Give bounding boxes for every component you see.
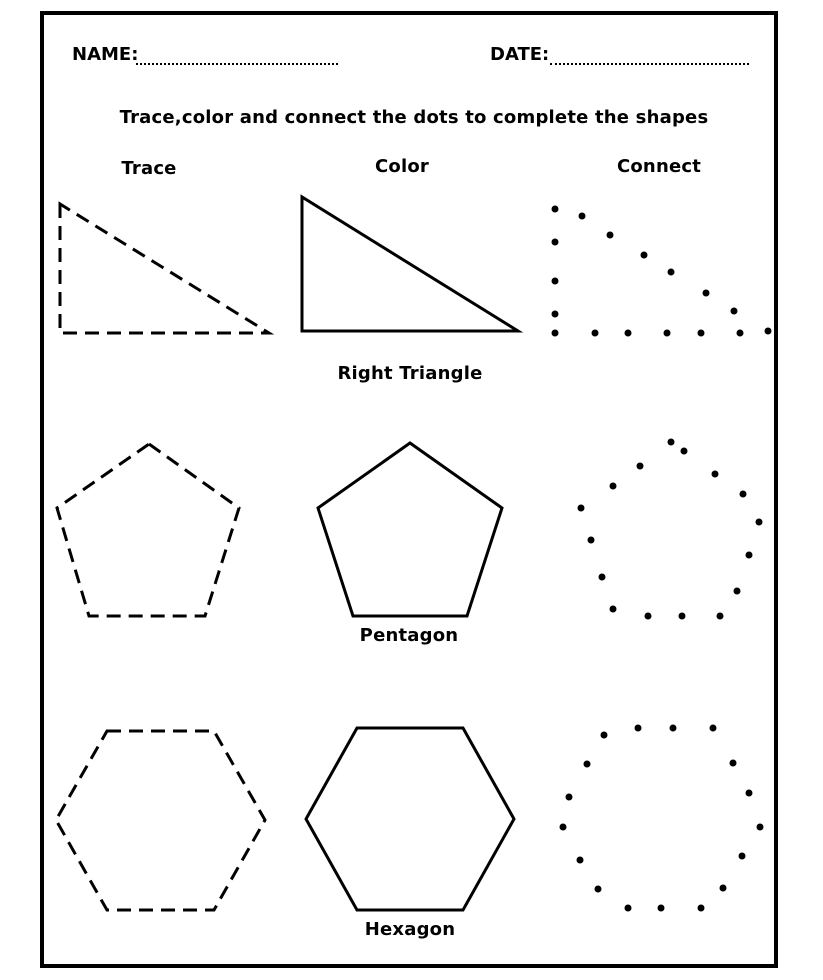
name-label: NAME:	[72, 44, 139, 65]
dot[interactable]	[584, 761, 591, 768]
dot[interactable]	[740, 491, 747, 498]
dot[interactable]	[625, 905, 632, 912]
dot[interactable]	[552, 311, 559, 318]
dot[interactable]	[552, 239, 559, 246]
trace-pentagon[interactable]	[57, 444, 239, 616]
column-header-trace: Trace	[121, 158, 177, 179]
color-right-triangle[interactable]	[302, 197, 518, 331]
dot[interactable]	[670, 725, 677, 732]
connect-hexagon[interactable]	[560, 725, 764, 912]
dot[interactable]	[730, 760, 737, 767]
dot[interactable]	[578, 505, 585, 512]
dot[interactable]	[756, 519, 763, 526]
dot[interactable]	[668, 439, 675, 446]
dot[interactable]	[637, 463, 644, 470]
column-header-connect: Connect	[616, 156, 702, 177]
dot[interactable]	[698, 905, 705, 912]
dot[interactable]	[595, 886, 602, 893]
label-right-triangle: Right Triangle	[337, 363, 483, 384]
dot[interactable]	[731, 308, 738, 315]
dot[interactable]	[601, 732, 608, 739]
dot[interactable]	[599, 574, 606, 581]
trace-hexagon[interactable]	[56, 731, 265, 910]
dot[interactable]	[664, 330, 671, 337]
dot[interactable]	[625, 330, 632, 337]
dot[interactable]	[592, 330, 599, 337]
dot[interactable]	[635, 725, 642, 732]
instruction-text: Trace,color and connect the dots to complete the shapes	[119, 107, 709, 128]
dot[interactable]	[577, 857, 584, 864]
dot[interactable]	[552, 206, 559, 213]
dot[interactable]	[739, 853, 746, 860]
dot[interactable]	[710, 725, 717, 732]
column-header-color: Color	[375, 156, 429, 177]
dot[interactable]	[746, 790, 753, 797]
dot[interactable]	[746, 552, 753, 559]
date-label: DATE:	[490, 44, 550, 65]
connect-right-triangle[interactable]	[552, 206, 772, 337]
color-pentagon[interactable]	[318, 443, 502, 616]
dot[interactable]	[681, 448, 688, 455]
label-pentagon: Pentagon	[359, 625, 459, 646]
dot[interactable]	[552, 278, 559, 285]
dot[interactable]	[734, 588, 741, 595]
dot[interactable]	[712, 471, 719, 478]
dot[interactable]	[560, 824, 567, 831]
dot[interactable]	[641, 252, 648, 259]
dot[interactable]	[588, 537, 595, 544]
dot[interactable]	[668, 269, 675, 276]
dot[interactable]	[579, 213, 586, 220]
dot[interactable]	[610, 606, 617, 613]
label-hexagon: Hexagon	[364, 919, 456, 940]
dot[interactable]	[552, 330, 559, 337]
connect-pentagon[interactable]	[578, 439, 763, 620]
dot[interactable]	[703, 290, 710, 297]
dot[interactable]	[610, 483, 617, 490]
dot[interactable]	[607, 232, 614, 239]
dot[interactable]	[698, 330, 705, 337]
dot[interactable]	[757, 824, 764, 831]
dot[interactable]	[658, 905, 665, 912]
dot[interactable]	[566, 794, 573, 801]
dot[interactable]	[645, 613, 652, 620]
dot[interactable]	[737, 330, 744, 337]
dot[interactable]	[679, 613, 686, 620]
dot[interactable]	[765, 328, 772, 335]
trace-right-triangle[interactable]	[60, 204, 269, 333]
color-hexagon[interactable]	[306, 728, 514, 910]
dot[interactable]	[717, 613, 724, 620]
dot[interactable]	[720, 885, 727, 892]
